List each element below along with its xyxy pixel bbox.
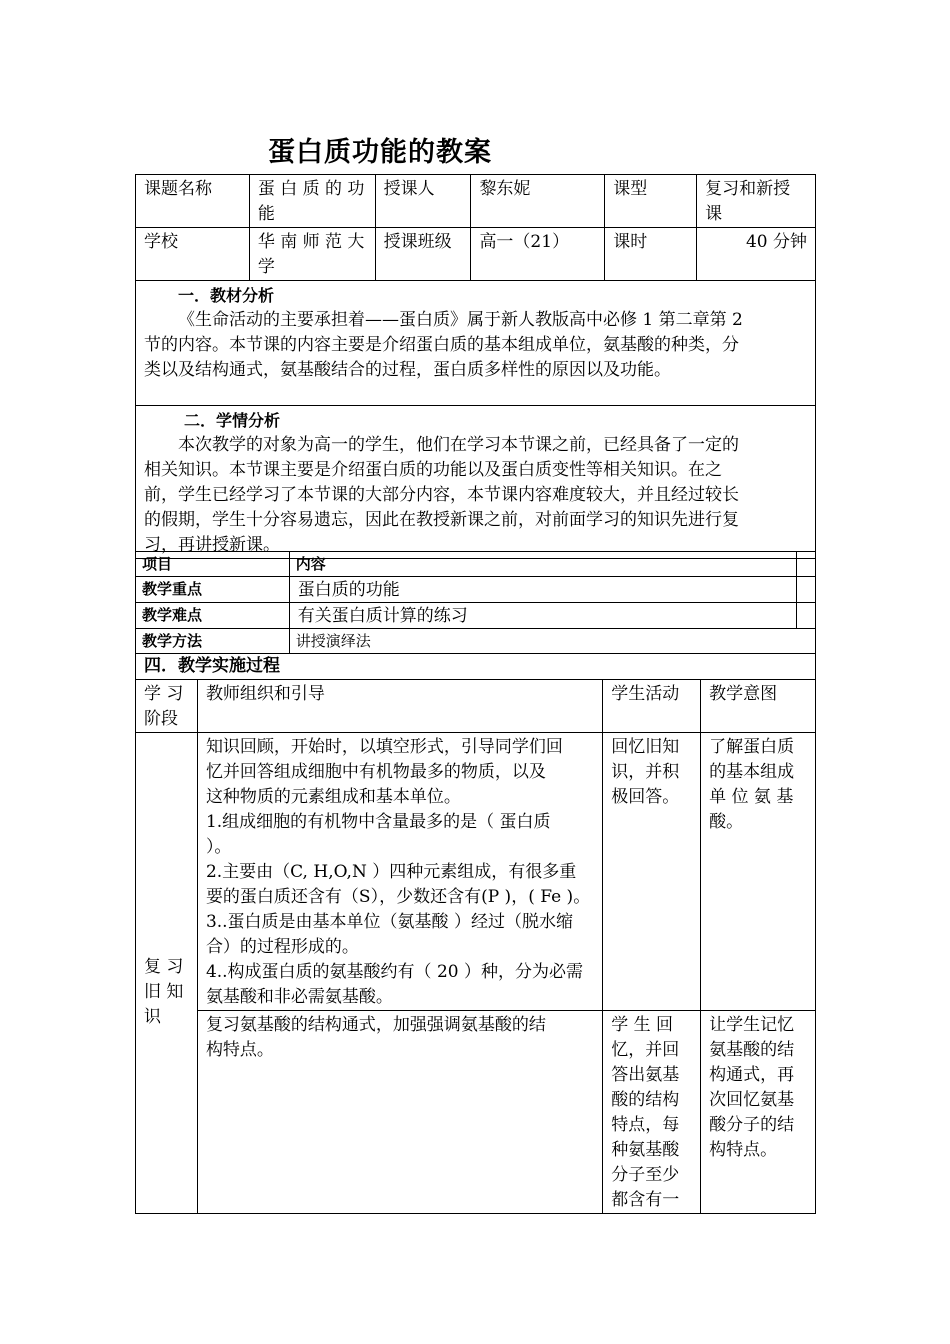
process-table — [135, 653, 816, 1214]
section-student-analysis — [136, 406, 816, 559]
focus-value-method: 讲授演绎法 — [289, 629, 815, 654]
row1-intent: 了解蛋白质 的基本组成 单 位 氨 基 酸。 — [701, 733, 816, 1011]
row2-teacher: 复习氨基酸的结构通式，加强强调氨基酸的结 构特点。 — [197, 1011, 602, 1214]
focus-value-difficulty: 有关蛋白质计算的练习 — [289, 603, 796, 629]
section4-heading: 四．教学实施过程 — [136, 654, 816, 680]
stage-review: 复 习 旧 知 识 — [136, 733, 198, 1214]
course-name-value: 蛋 白 质 的 功 能 — [249, 175, 375, 228]
section-textbook-analysis — [136, 281, 816, 406]
row1-teacher: 知识回顾，开始时，以填空形式，引导同学们回 忆并回答组成细胞中有机物最多的物质，以及 这种物质的元素组成和基本单位。 1.组成细胞的有机物中含量最多的是（ 蛋白质 ）。 2.主要由（C, H,O,N ）四种元素组成，有很多重 要的蛋白质还含有（S），少数还含有(P )，( Fe )。 3..蛋白质是由基本单位（氨基酸 ）经过（脱水缩 合）的过程形成的。 4..构成蛋白质的氨基酸约有（ 20 ）种，分为必需 氨基酸和非必需氨基酸。 — [197, 733, 602, 1011]
col-teacher-header: 教师组织和引导 — [197, 680, 602, 733]
focus-header-item: 项目 — [136, 552, 290, 577]
focus-label-key-point: 教学重点 — [136, 577, 290, 603]
section1-heading: 一．教材分析 — [178, 286, 275, 305]
focus-header-content: 内容 — [289, 552, 796, 577]
focus-label-method: 教学方法 — [136, 629, 290, 654]
row1-student: 回忆旧知 识，并积 极回答。 — [603, 733, 701, 1011]
row2-student: 学 生 回 忆，并回 答出氨基 酸的结构 特点，每 种氨基酸 分子至少 都含有一 — [603, 1011, 701, 1214]
school-value: 华 南 师 范 大 学 — [249, 228, 375, 281]
focus-table — [135, 551, 816, 654]
hours-value: 40 分钟 — [697, 228, 816, 281]
section2-body: 本次教学的对象为高一的学生，他们在学习本节课之前，已经具备了一定的 相关知识。本节课主要是介绍蛋白质的功能以及蛋白质变性等相关知识。在之 前，学生已经学习了本节课的大部分内容，本节课内容难度较大，并且经过较长 的假期，学生十分容易遗忘，因此在教授新课之前，对前面学习的知识先进行复 习，再讲授新课。 — [144, 435, 739, 555]
row2-intent: 让学生记忆 氨基酸的结 构通式，再 次回忆氨基 酸分子的结 构特点。 — [701, 1011, 816, 1214]
col-stage-header: 学 习 阶段 — [136, 680, 198, 733]
focus-label-difficulty: 教学难点 — [136, 603, 290, 629]
focus-value-key-point: 蛋白质的功能 — [289, 577, 796, 603]
teacher-value: 黎东妮 — [471, 175, 605, 228]
hours-label: 课时 — [605, 228, 697, 281]
course-name-label: 课题名称 — [136, 175, 250, 228]
teacher-label: 授课人 — [375, 175, 471, 228]
col-intent-header: 教学意图 — [701, 680, 816, 733]
school-label: 学校 — [136, 228, 250, 281]
class-value: 高一（21） — [471, 228, 605, 281]
section1-body: 《生命活动的主要承担着——蛋白质》属于新人教版高中必修 1 第二章第 2 节的内容。本节课的内容主要是介绍蛋白质的基本组成单位，氨基酸的种类，分 类以及结构通式，氨基酸结合的过程，蛋白质多样性的原因以及功能。 — [144, 310, 743, 380]
type-label: 课型 — [605, 175, 697, 228]
type-value: 复习和新授 课 — [697, 175, 816, 228]
document-title: 蛋白质功能的教案 — [268, 137, 492, 168]
section2-heading: 二．学情分析 — [184, 411, 281, 430]
info-table — [135, 174, 816, 559]
class-label: 授课班级 — [375, 228, 471, 281]
col-student-header: 学生活动 — [603, 680, 701, 733]
